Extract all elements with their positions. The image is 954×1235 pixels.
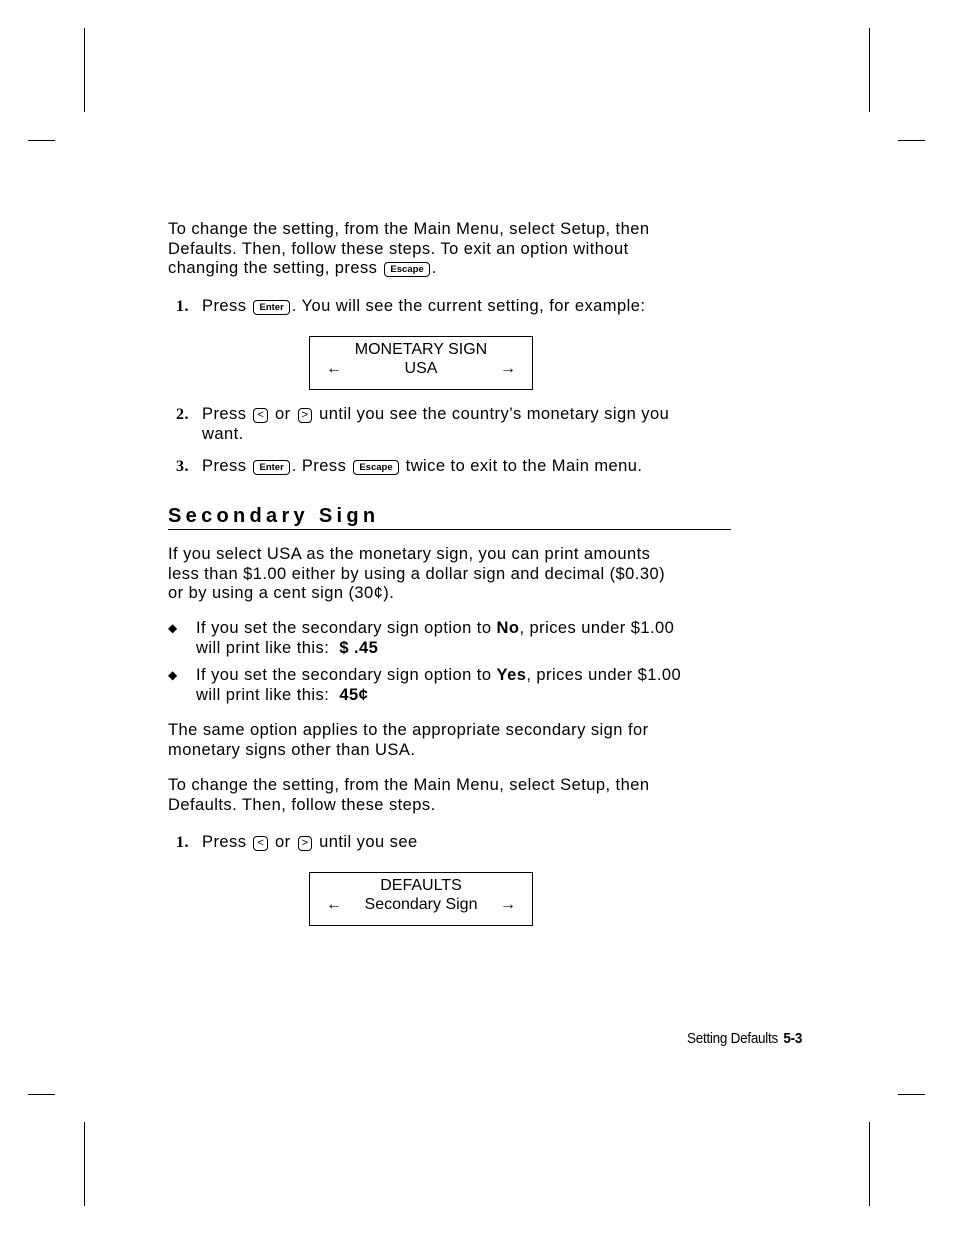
crop-mark	[28, 1094, 55, 1095]
footer-title: Setting Defaults	[687, 1030, 778, 1047]
left-arrow-icon: ←	[326, 896, 342, 913]
crop-mark	[898, 1094, 925, 1095]
crop-mark	[898, 140, 925, 141]
right-key: >	[298, 408, 312, 423]
section-paragraph: If you select USA as the monetary sign, you can print amounts less than $1.00 either by using a dollar sign and decimal ($0.30) or by using a cent sign (30¢).	[168, 545, 666, 602]
left-key: <	[253, 836, 267, 851]
section-paragraph: To change the setting, from the Main Menu, select Setup, then Defaults. Then, follow these steps.	[168, 776, 650, 814]
escape-key: Escape	[353, 460, 398, 475]
lcd-display: DEFAULTS Secondary Sign ← →	[309, 872, 533, 926]
left-arrow-icon: ←	[326, 360, 342, 377]
section-heading: Secondary Sign	[168, 504, 731, 530]
crop-mark	[28, 140, 55, 141]
crop-mark	[869, 28, 870, 112]
escape-key: Escape	[384, 262, 429, 277]
page-footer	[687, 1030, 802, 1047]
crop-mark	[869, 1122, 870, 1206]
section-paragraph: The same option applies to the appropriate secondary sign for monetary signs other than USA.	[168, 721, 649, 759]
intro-paragraph: To change the setting, from the Main Menu, select Setup, then Defaults. Then, follow these steps. To exit an option without changing the setting, press Escape .	[168, 220, 650, 277]
enter-key: Enter	[253, 460, 289, 475]
crop-mark	[84, 1122, 85, 1206]
diamond-bullet-icon: ◆	[168, 668, 178, 682]
lcd-display: MONETARY SIGN USA ← →	[309, 336, 533, 390]
right-key: >	[298, 836, 312, 851]
left-key: <	[253, 408, 267, 423]
crop-mark	[84, 28, 85, 112]
enter-key: Enter	[253, 300, 289, 315]
right-arrow-icon: →	[500, 896, 516, 913]
right-arrow-icon: →	[500, 360, 516, 377]
diamond-bullet-icon: ◆	[168, 621, 178, 635]
page-number: 5-3	[783, 1030, 803, 1047]
